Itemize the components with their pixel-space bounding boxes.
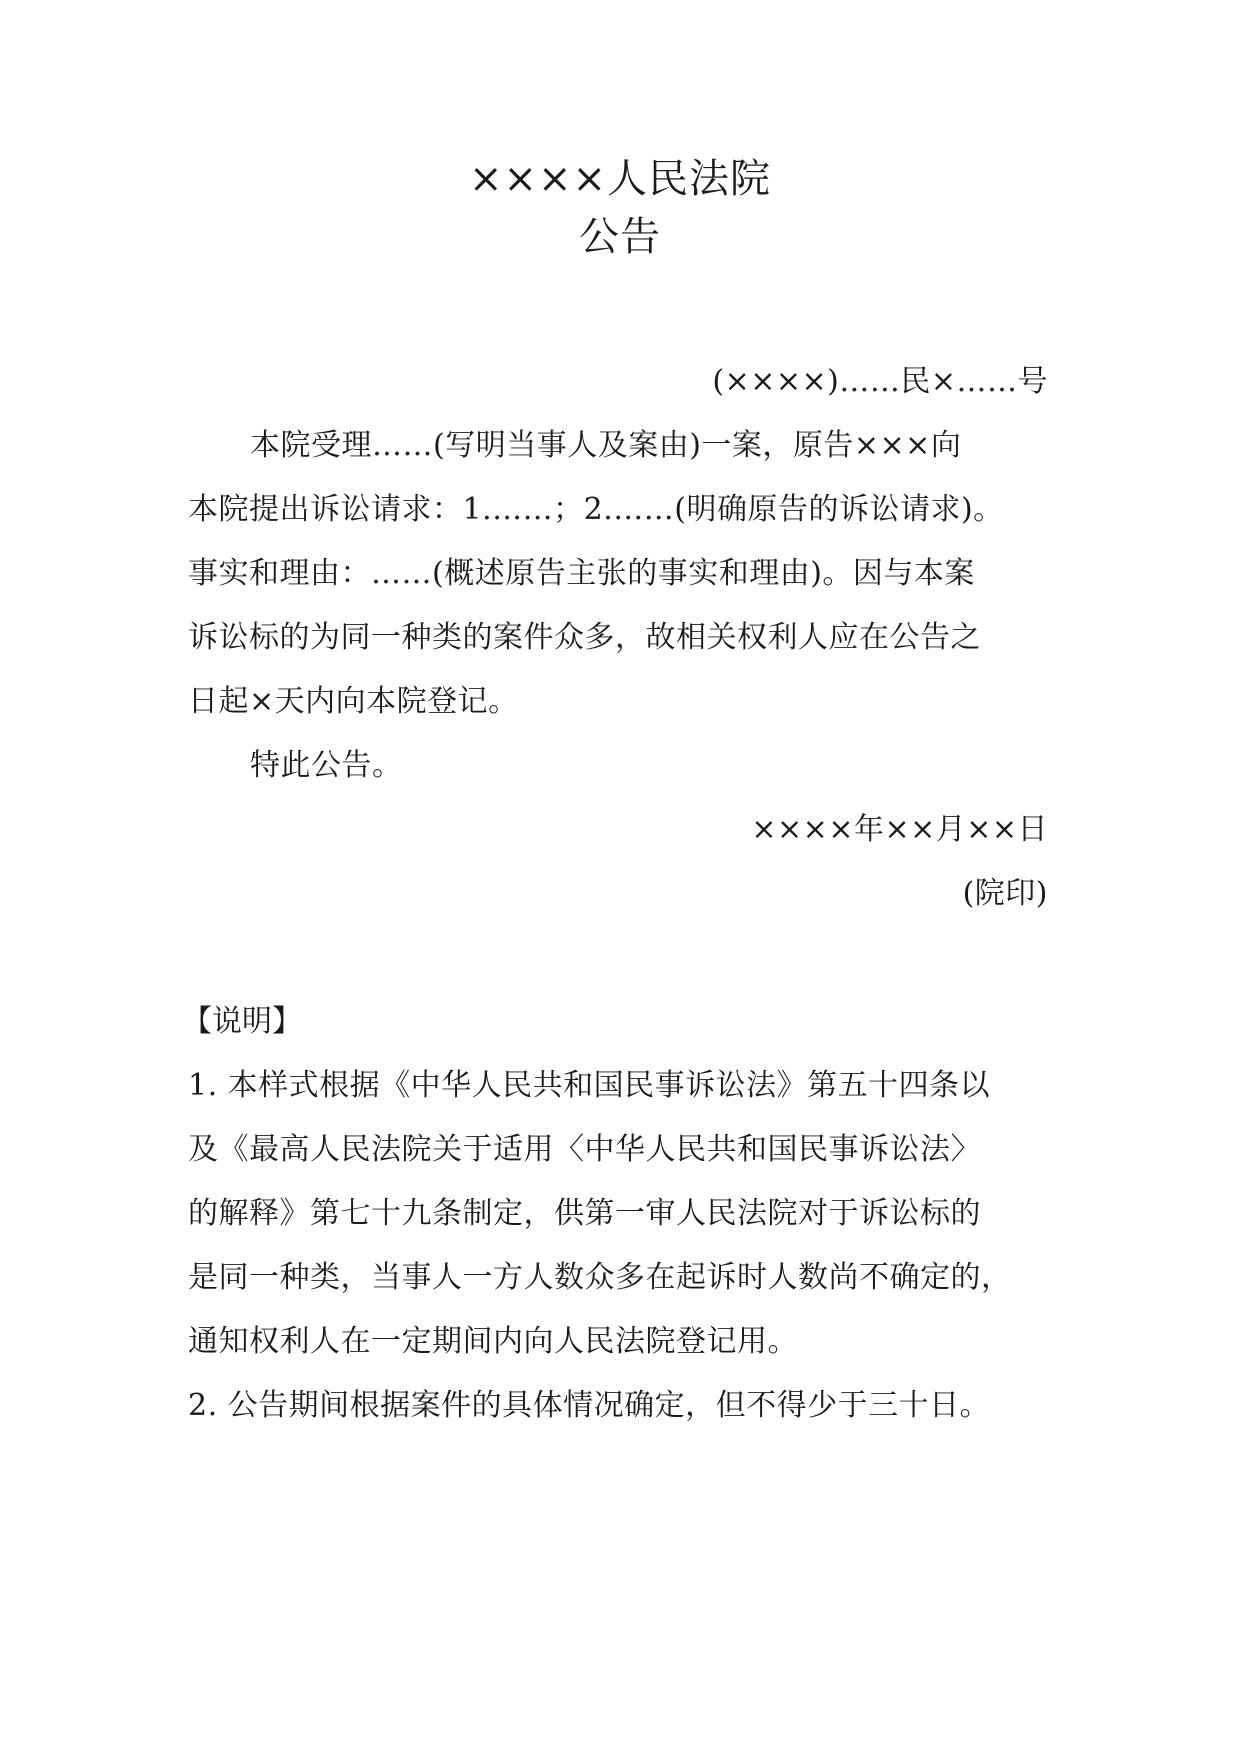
explanation-section (182, 990, 1048, 1438)
explanation-line-6: 2. 公告期间根据案件的具体情况确定，但不得少于三十日。 (188, 1388, 991, 1423)
signature-date: ××××年××月××日 (751, 812, 1048, 847)
document-header (0, 150, 1240, 266)
body-line-3: 事实和理由：……(概述原告主张的事实和理由)。因与本案 (188, 556, 975, 591)
closing-statement: 特此公告。 (250, 748, 403, 783)
body-line-4: 诉讼标的为同一种类的案件众多，故相关权利人应在公告之 (188, 620, 981, 655)
court-name: ××××人民法院 (468, 156, 772, 202)
case-number: (××××)……民×……号 (712, 364, 1048, 399)
explanation-line-2: 及《最高人民法院关于适用〈中华人民共和国民事诉讼法〉 (188, 1132, 981, 1167)
explanation-line-4: 是同一种类，当事人一方人数众多在起诉时人数尚不确定的， (188, 1260, 1012, 1295)
explanation-heading: 【说明】 (182, 1004, 302, 1039)
explanation-line-1: 1. 本样式根据《中华人民共和国民事诉讼法》第五十四条以 (188, 1068, 991, 1103)
notice-body (188, 350, 1048, 926)
court-seal-note: (院印) (962, 876, 1048, 911)
explanation-line-3: 的解释》第七十九条制定，供第一审人民法院对于诉讼标的 (188, 1196, 981, 1231)
explanation-line-5: 通知权利人在一定期间内向人民法院登记用。 (188, 1324, 798, 1359)
body-line-1: 本院受理……(写明当事人及案由)一案，原告×××向 (250, 428, 962, 463)
body-line-2: 本院提出诉讼请求：1.……；2.……(明确原告的诉讼请求)。 (188, 492, 1004, 527)
document-type-title: 公告 (579, 214, 661, 260)
body-line-5: 日起×天内向本院登记。 (188, 684, 519, 719)
